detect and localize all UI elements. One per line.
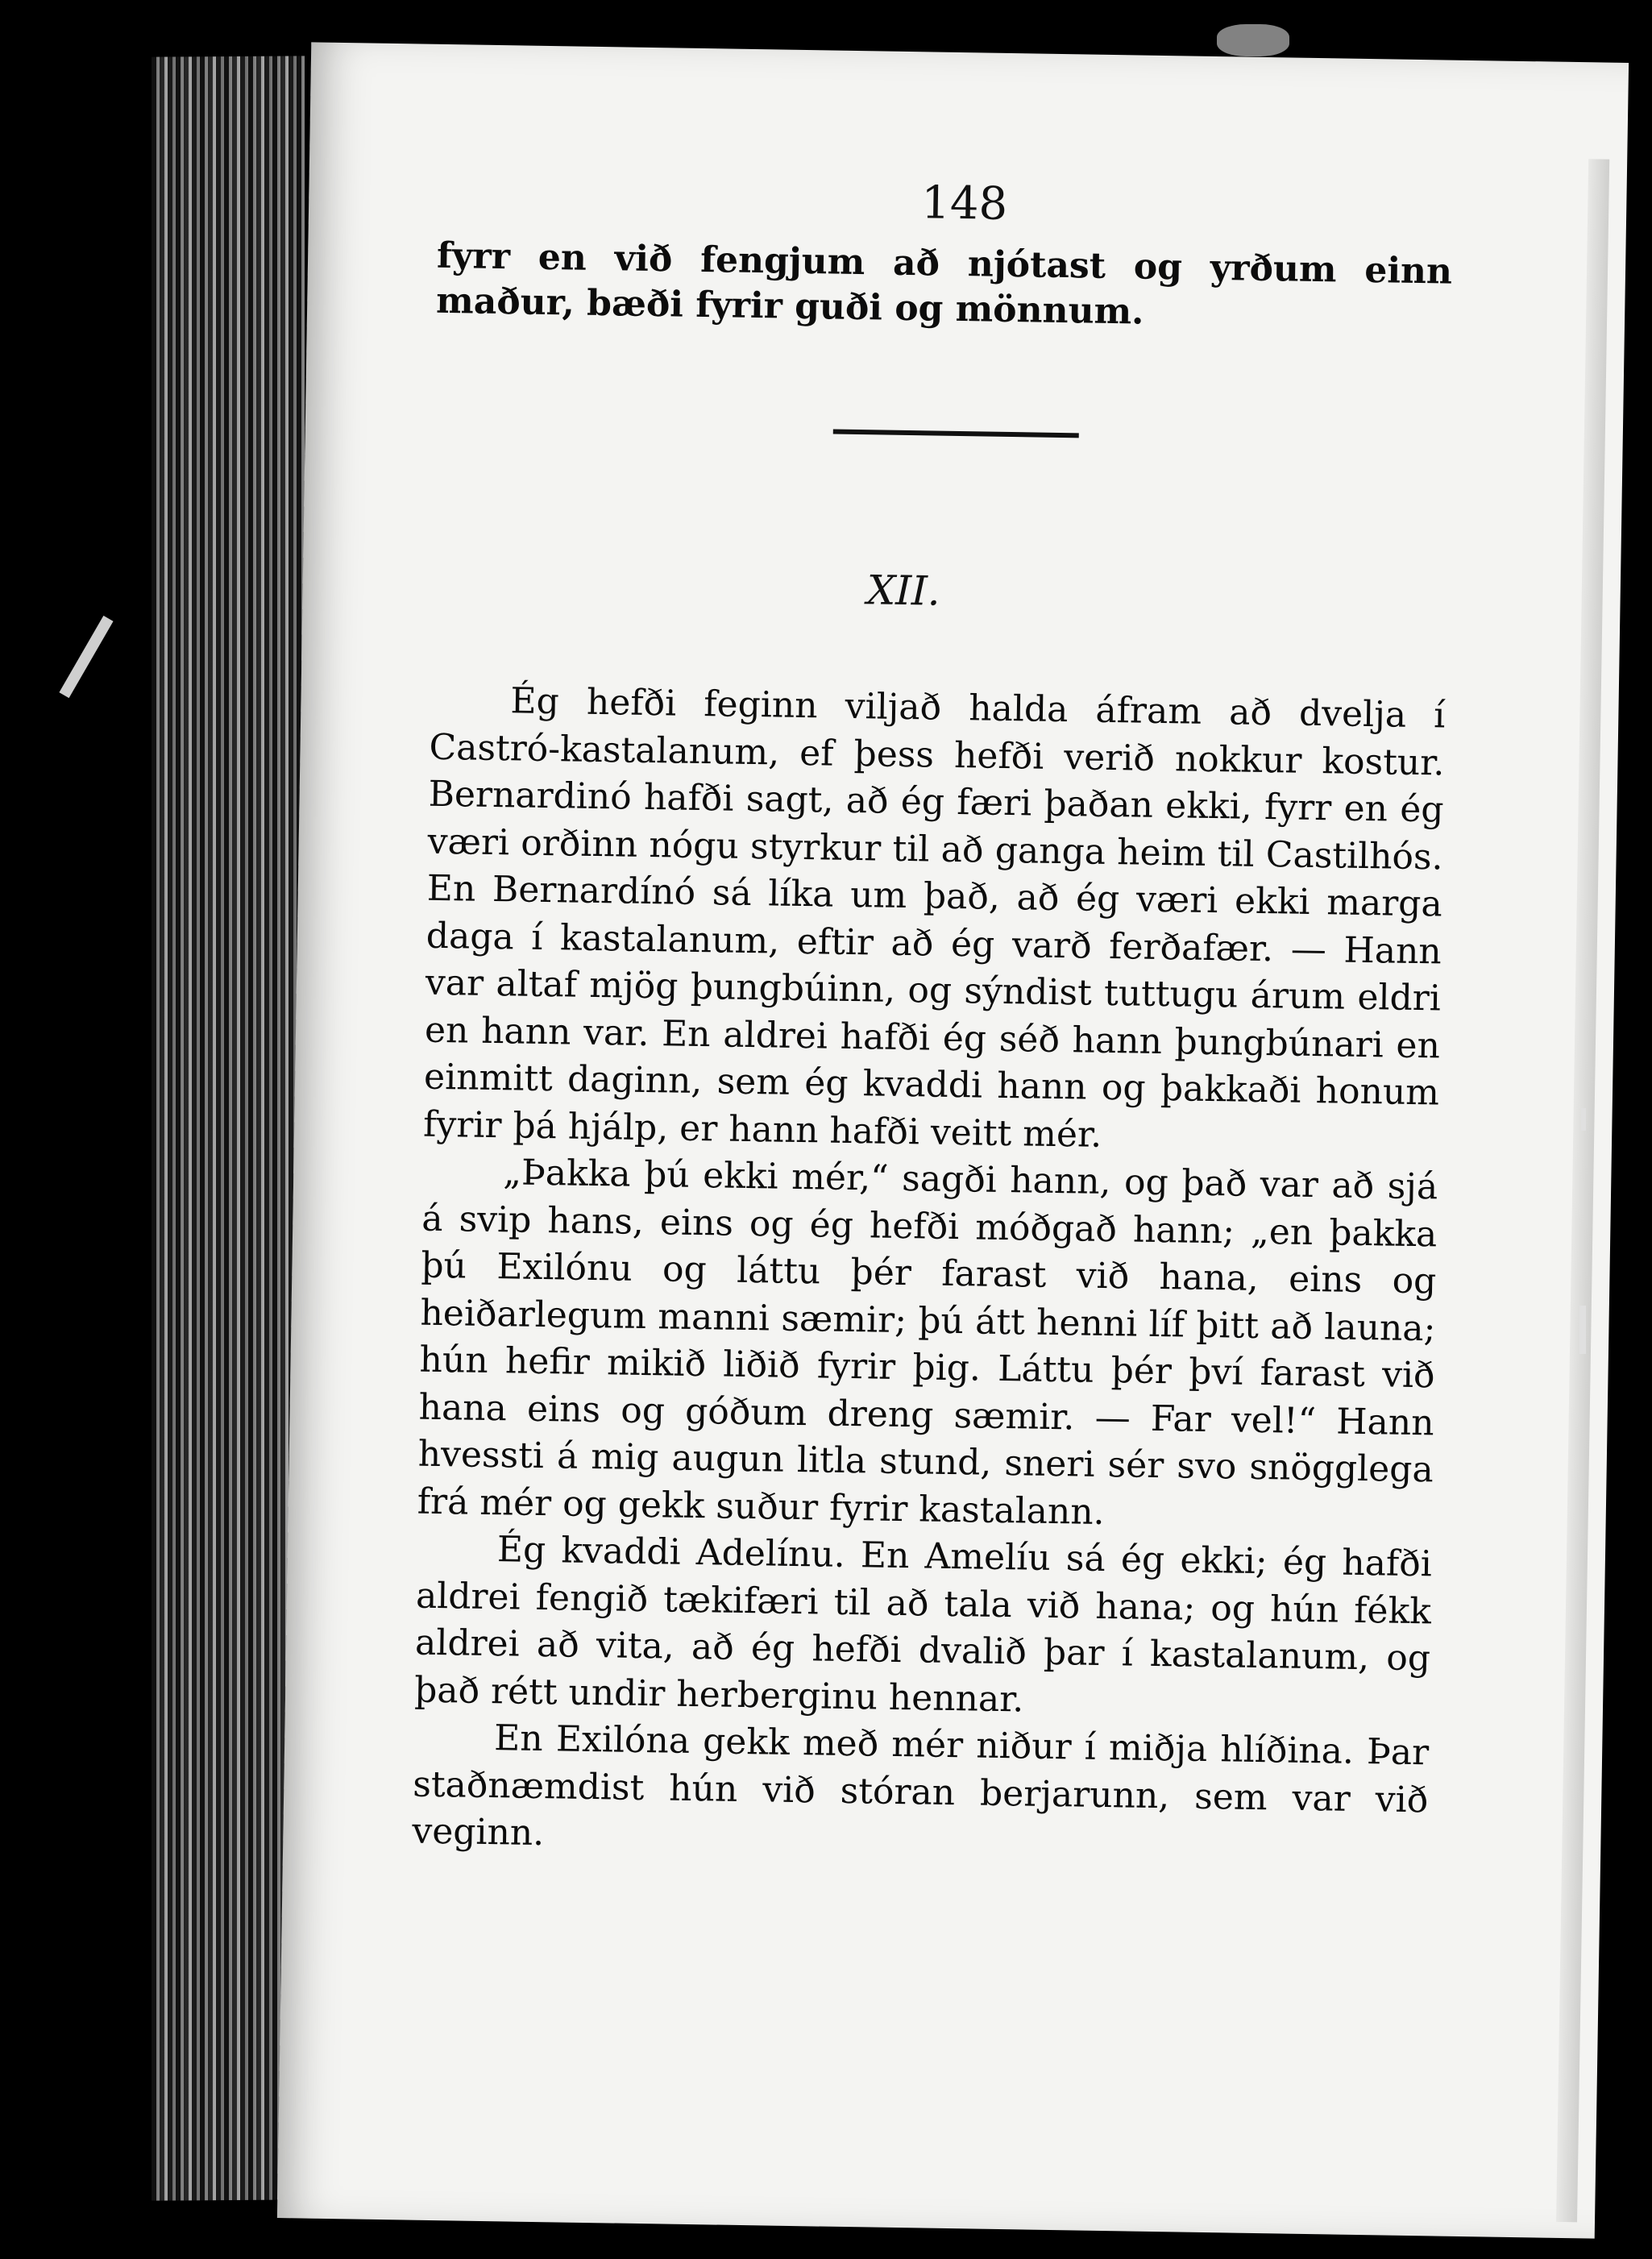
- scan-artifact: [1579, 1306, 1586, 1354]
- chapter-heading: XII.: [866, 567, 941, 615]
- paragraph-2: „Þakka þú ekki mér,“ sagði hann, og það var að sjá á svip hans, eins og ég hefði móðgað hann; „en þakka þú Exilónu og láttu þér farast við hana, eins og heiðarlegum manni sæmir; þú átt henni líf þitt að launa; hún hefir mikið liðið fyrir þig. Láttu þér því farast við hana eins og góðum dreng sæmir. — Far vel!“ Hann hvessti á mig augun litla stund, sneri sér svo snögglega frá mér og gekk suður fyrir kastalann.: [417, 1152, 1438, 1533]
- chapter-body: [412, 677, 1446, 1871]
- paragraph-3: Ég kvaddi Adelínu. En Amelíu sá ég ekki; ég hafði aldrei fengið tækifæri til að tala við hana; og hún fékk aldrei að vita, að ég hefði dvalið þar í kastalanum, og það rétt undir herberginu hennar.: [413, 1529, 1433, 1720]
- book-page: [277, 42, 1629, 2238]
- lead-paragraph: [436, 234, 1453, 340]
- page-right-edge: [1556, 159, 1609, 2222]
- scan-artifact: [1581, 1108, 1586, 1131]
- lead-text: fyrr en við fengjum að njótast og yrðum einn maður, bæði fyrir guði og mönnum.: [435, 235, 1453, 333]
- section-divider-rule: [833, 430, 1079, 438]
- scan-artifact: [1217, 24, 1289, 56]
- paragraph-1: Ég hefði feginn viljað halda áfram að dvelja í Castró-kastalanum, ef þess hefði verið nokkur kostur. Bernardinó hafði sagt, að ég færi þaðan ekki, fyrr en ég væri orðinn nógu styrkur til að ganga heim til Castilhós. En Bernardínó sá líka um það, að ég væri ekki marga daga í kastalanum, eftir að ég varð ferðafær. — Hann var altaf mjög þungbúinn, og sýndist tuttugu árum eldri en hann var. En aldrei hafði ég séð hann þungbúnari en einmitt daginn, sem ég kvaddi hann og þakkaði honum fyrir þá hjálp, er hann hafði veitt mér.: [422, 680, 1446, 1156]
- page-number: 148: [920, 176, 1008, 230]
- paragraph-4: En Exilóna gekk með mér niður í miðja hlíðina. Þar staðnæmdist hún við stóran berjarunn, sem var við veginn.: [412, 1717, 1430, 1854]
- scan-artifact: [59, 616, 113, 698]
